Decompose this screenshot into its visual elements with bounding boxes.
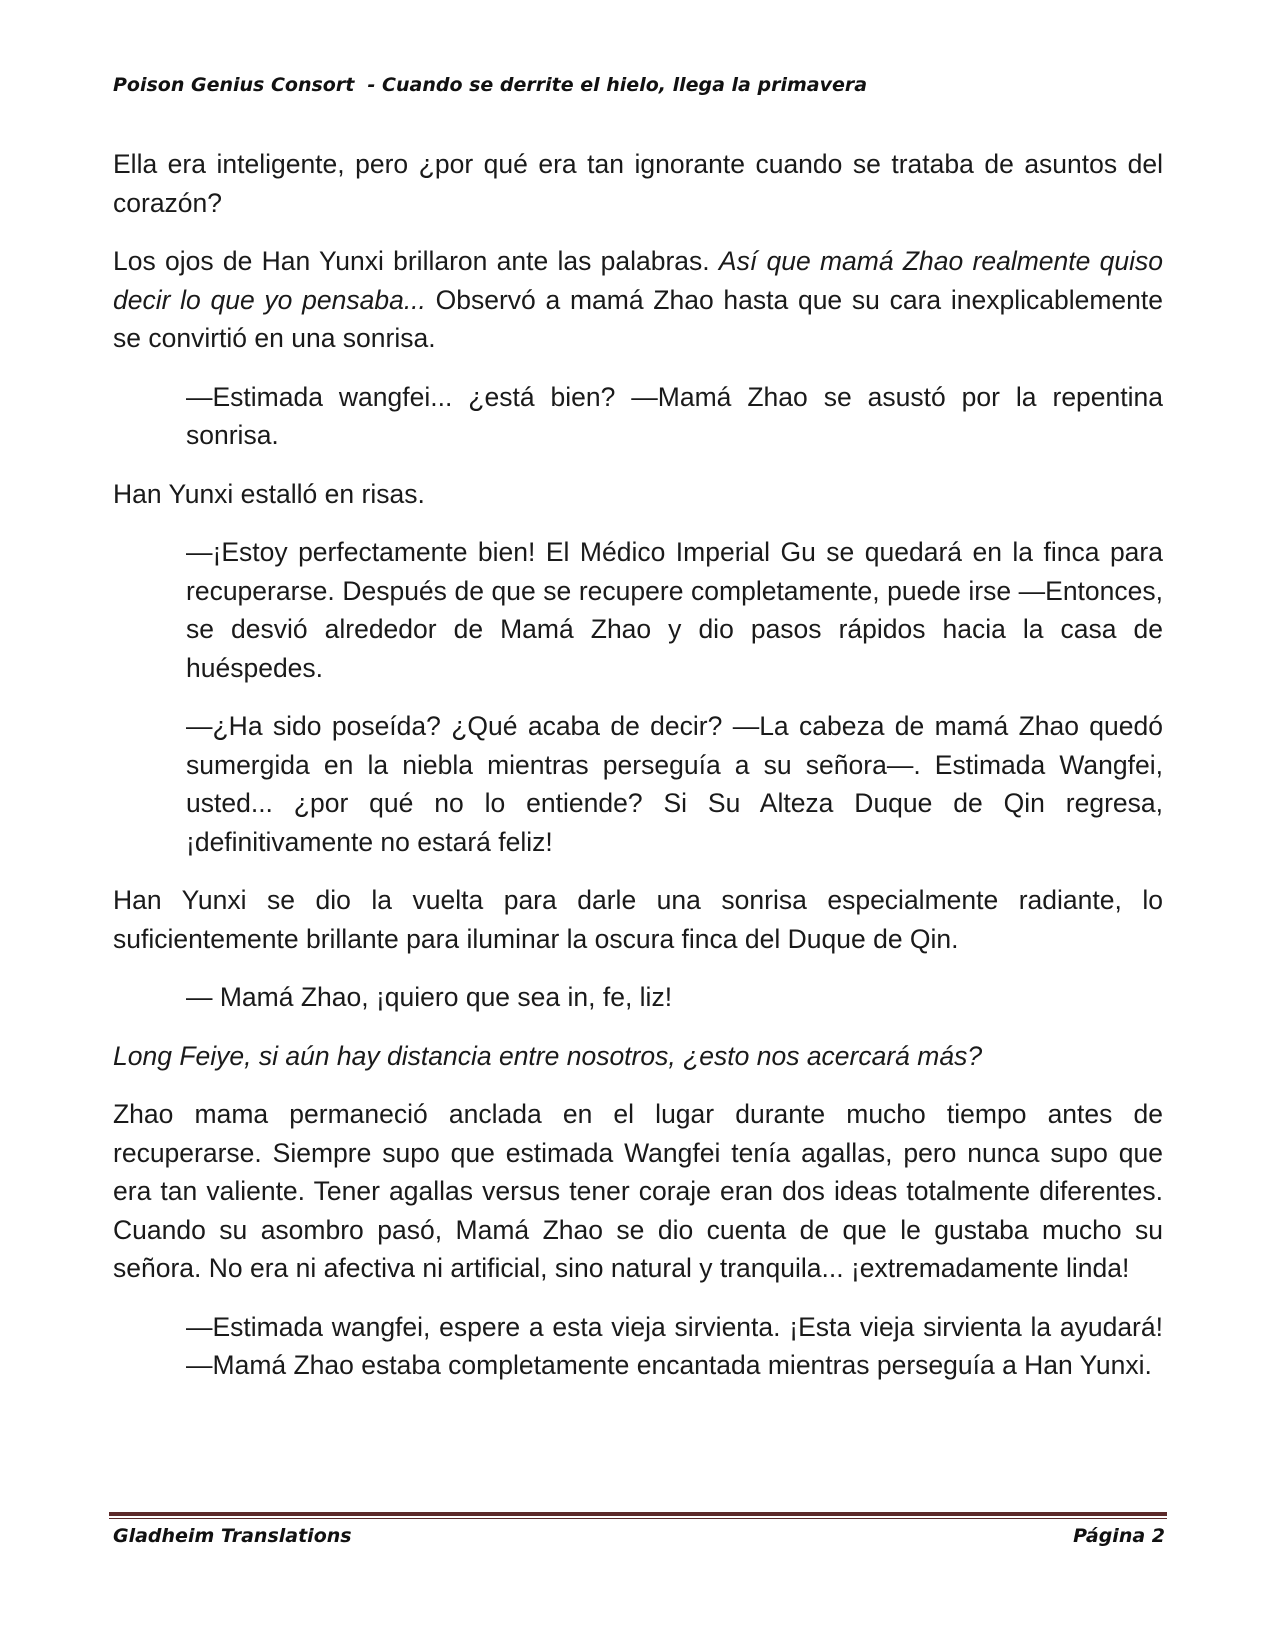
dialogue-paragraph: —¿Ha sido poseída? ¿Qué acaba de decir? —La cabeza de mamá Zhao quedó sumergida en la niebla mientras perseguía a su señora—. Estimada Wangfei, usted... ¿por qué no lo entiende? Si Su Alteza Duque de Qin regresa, ¡definitivamente no estará feliz! bbox=[186, 711, 1163, 857]
paragraph-text: Observó a mamá Zhao hasta que su cara inexplicablemente se convirtió en una sonrisa. bbox=[113, 284, 1163, 353]
dialogue-paragraph: — Mamá Zhao, ¡quiero que sea in, fe, liz! bbox=[186, 982, 673, 1012]
dialogue-paragraph: —¡Estoy perfectamente bien! El Médico Imperial Gu se quedará en la finca para recuperarse. Después de que se recupere completamente, puede irse —Entonces, se desvió alrededor de Mamá Zhao y dio pasos rápidos hacia la casa de huéspedes. bbox=[186, 537, 1163, 683]
footer-divider bbox=[109, 1512, 1167, 1522]
body-paragraph bbox=[113, 242, 1163, 358]
inner-thought-text: Así que mamá Zhao realmente quiso decir lo que yo pensaba... bbox=[113, 246, 1163, 315]
body-paragraph: Han Yunxi estalló en risas. bbox=[113, 478, 425, 509]
footer-divider-thin-line bbox=[109, 1518, 1167, 1519]
inner-thought-paragraph: Long Feiye, si aún hay distancia entre nosotros, ¿esto nos acercará más? bbox=[113, 1040, 983, 1071]
paragraph-text: Los ojos de Han Yunxi brillaron ante las palabras. bbox=[113, 246, 719, 276]
page-body bbox=[113, 145, 1163, 1405]
dialogue-paragraph: —Estimada wangfei... ¿está bien? —Mamá Zhao se asustó por la repentina sonrisa. bbox=[186, 381, 1163, 450]
body-paragraph: Ella era inteligente, pero ¿por qué era tan ignorante cuando se trataba de asuntos del corazón? bbox=[113, 149, 1163, 218]
footer-translator-name: Gladheim Translations bbox=[113, 1525, 352, 1547]
running-header-title: Poison Genius Consort - Cuando se derrite el hielo, llega la primavera bbox=[113, 74, 868, 96]
footer-page-number: Página 2 bbox=[1073, 1525, 1165, 1547]
dialogue-paragraph: —Estimada wangfei, espere a esta vieja sirvienta. ¡Esta vieja sirvienta la ayudará! —Mamá Zhao estaba completamente encantada mientras perseguía a Han Yunxi. bbox=[186, 1311, 1163, 1380]
body-paragraph: Han Yunxi se dio la vuelta para darle una sonrisa especialmente radiante, lo suficientemente brillante para iluminar la oscura finca del Duque de Qin. bbox=[113, 885, 1163, 954]
body-paragraph: Zhao mama permaneció anclada en el lugar durante mucho tiempo antes de recuperarse. Siempre supo que estimada Wangfei tenía agallas, pero nunca supo que era tan valiente. Tener agallas versus tener coraje eran dos ideas totalmente diferentes. Cuando su asombro pasó, Mamá Zhao se dio cuenta de que le gustaba mucho su señora. No era ni afectiva ni artificial, sino natural y tranquila... ¡extremadamente linda! bbox=[113, 1099, 1163, 1283]
